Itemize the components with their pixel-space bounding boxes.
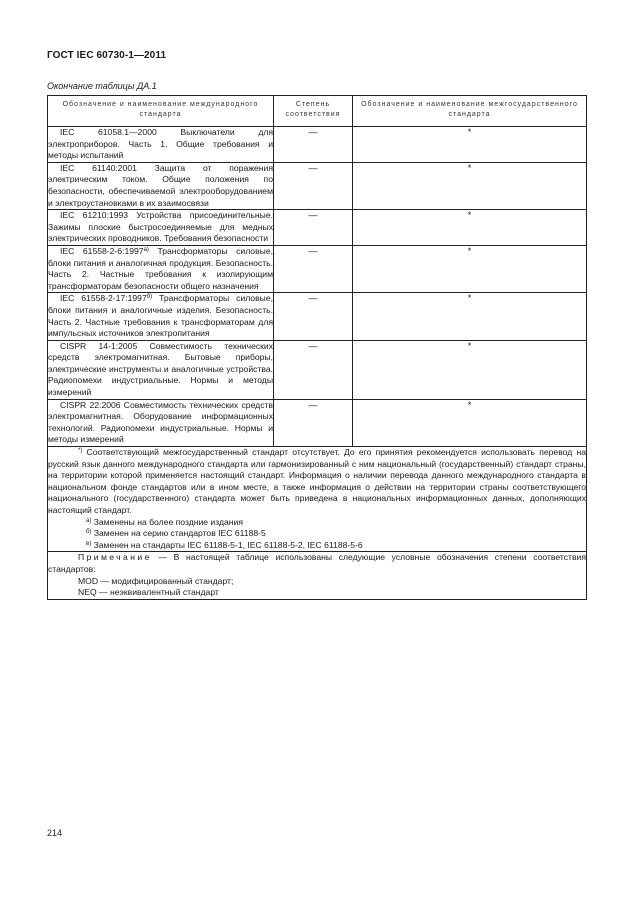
remark-mod: MOD — модифицированный стандарт; [78,575,234,586]
interstate-cell: * [353,340,587,399]
footnote-star: *) Соответствующий межгосударственный стандарт отсутствует. До его принятия рекомендуется использовать перевод на русский язык данного международного стандарта или гармонизированный с ним национальный (государственный) стандарт страны, на территории которой применяется настоящий стандарт. Информация о наличии перевода данного международного стандарта в национальном фонде стандартов или в ином месте, а также информация о действии на территории страны соответствующего национального (государственного) стандарта может быть приведена в национальных информационных данных, дополняющих настоящий стандарт. [48,447,586,515]
interstate-cell: * [353,127,587,163]
degree-cell: — [274,399,353,446]
table-caption: Окончание таблицы ДА.1 [47,81,157,91]
std-cell: IEC 61058.1—2000 Выключатели для электроприборов. Часть 1. Общие требования и методы испытаний [48,127,274,163]
remark-cell [48,552,587,599]
table-row [48,245,587,292]
std-cell: IEC 61558-2-17:1997$^{б)}$ Трансформаторы силовые, блоки питания и аналогичные изделия. Безопасность. Часть 2. Частные требования к трансформаторам для импульсных источников электропитания [48,293,274,340]
table-row [48,127,587,163]
degree-cell: — [274,245,353,292]
interstate-cell: * [353,245,587,292]
footnote-a: $^{а)}$ Заменены на более поздние издания [86,516,243,527]
standards-table [47,95,587,600]
interstate-cell: * [353,293,587,340]
std-cell: CISPR 22:2006 Совместимость технических средств электромагнитная. Оборудование информационных технологий. Радиопомехи индустриальные. Нормы и методы измерений [48,399,274,446]
degree-cell: — [274,293,353,340]
footnotes-cell [48,447,587,552]
remark-row [48,552,587,599]
std-cell: IEC 61140:2001 Защита от поражения электрическим током. Общие положения по безопасности, обеспечиваемой электрооборудованием и электроустановками в их взаимосвязи [48,162,274,209]
degree-cell: — [274,210,353,246]
footnote-ref-a: а) [143,246,149,253]
col-header-degree: Степень соответствия [274,96,353,127]
degree-cell: — [274,340,353,399]
table-row [48,210,587,246]
footnote-ref-b: б) [146,294,153,301]
std-cell: IEC 61558-2-6:1997$^{а)}$ Трансформаторы силовые, блоки питания и аналогичная продукция. Безопасность. Часть 2. Частные требования к изолирующим трансформаторам безопасности общего назначения [48,245,274,292]
remark-neq: NEQ — неэквивалентный стандарт [78,587,219,598]
interstate-cell: * [353,162,587,209]
page-number: 214 [47,828,63,838]
table-header-row [48,96,587,127]
interstate-cell: * [353,399,587,446]
degree-cell: — [274,162,353,209]
document-id: ГОСТ IEC 60730-1—2011 [47,50,167,61]
remark-label: Примечание [78,552,152,563]
col-header-interstate: Обозначение и наименование межгосударственного стандарта [353,96,587,127]
table-row [48,399,587,446]
std-cell: CISPR 14-1:2005 Совместимость технических средств электромагнитная. Бытовые приборы, электрические инструменты и аналогичные устройства. Радиопомехи индустриальные. Нормы и методы измерений [48,340,274,399]
std-cell: IEC 61210:1993 Устройства присоединительные. Зажимы плоские быстросоединяемые для медных электрических проводников. Требования безопасности [48,210,274,246]
table-row [48,340,587,399]
degree-cell: — [274,127,353,163]
interstate-cell: * [353,210,587,246]
table-row [48,293,587,340]
footnotes-row [48,447,587,552]
footnote-b: $^{б)}$ Заменен на серию стандартов IEC 61188-5 [86,528,266,539]
remark-text: Примечание — В настоящей таблице использованы следующие условные обозначения степени соответствия стандартов: [48,552,586,574]
footnote-v: $^{в)}$ Заменен на стандарты IEC 61188-5-1, IEC 61188-5-2, IEC 61188-5-6 [86,539,363,550]
table-row [48,162,587,209]
col-header-international: Обозначение и наименование международного стандарта [48,96,274,127]
